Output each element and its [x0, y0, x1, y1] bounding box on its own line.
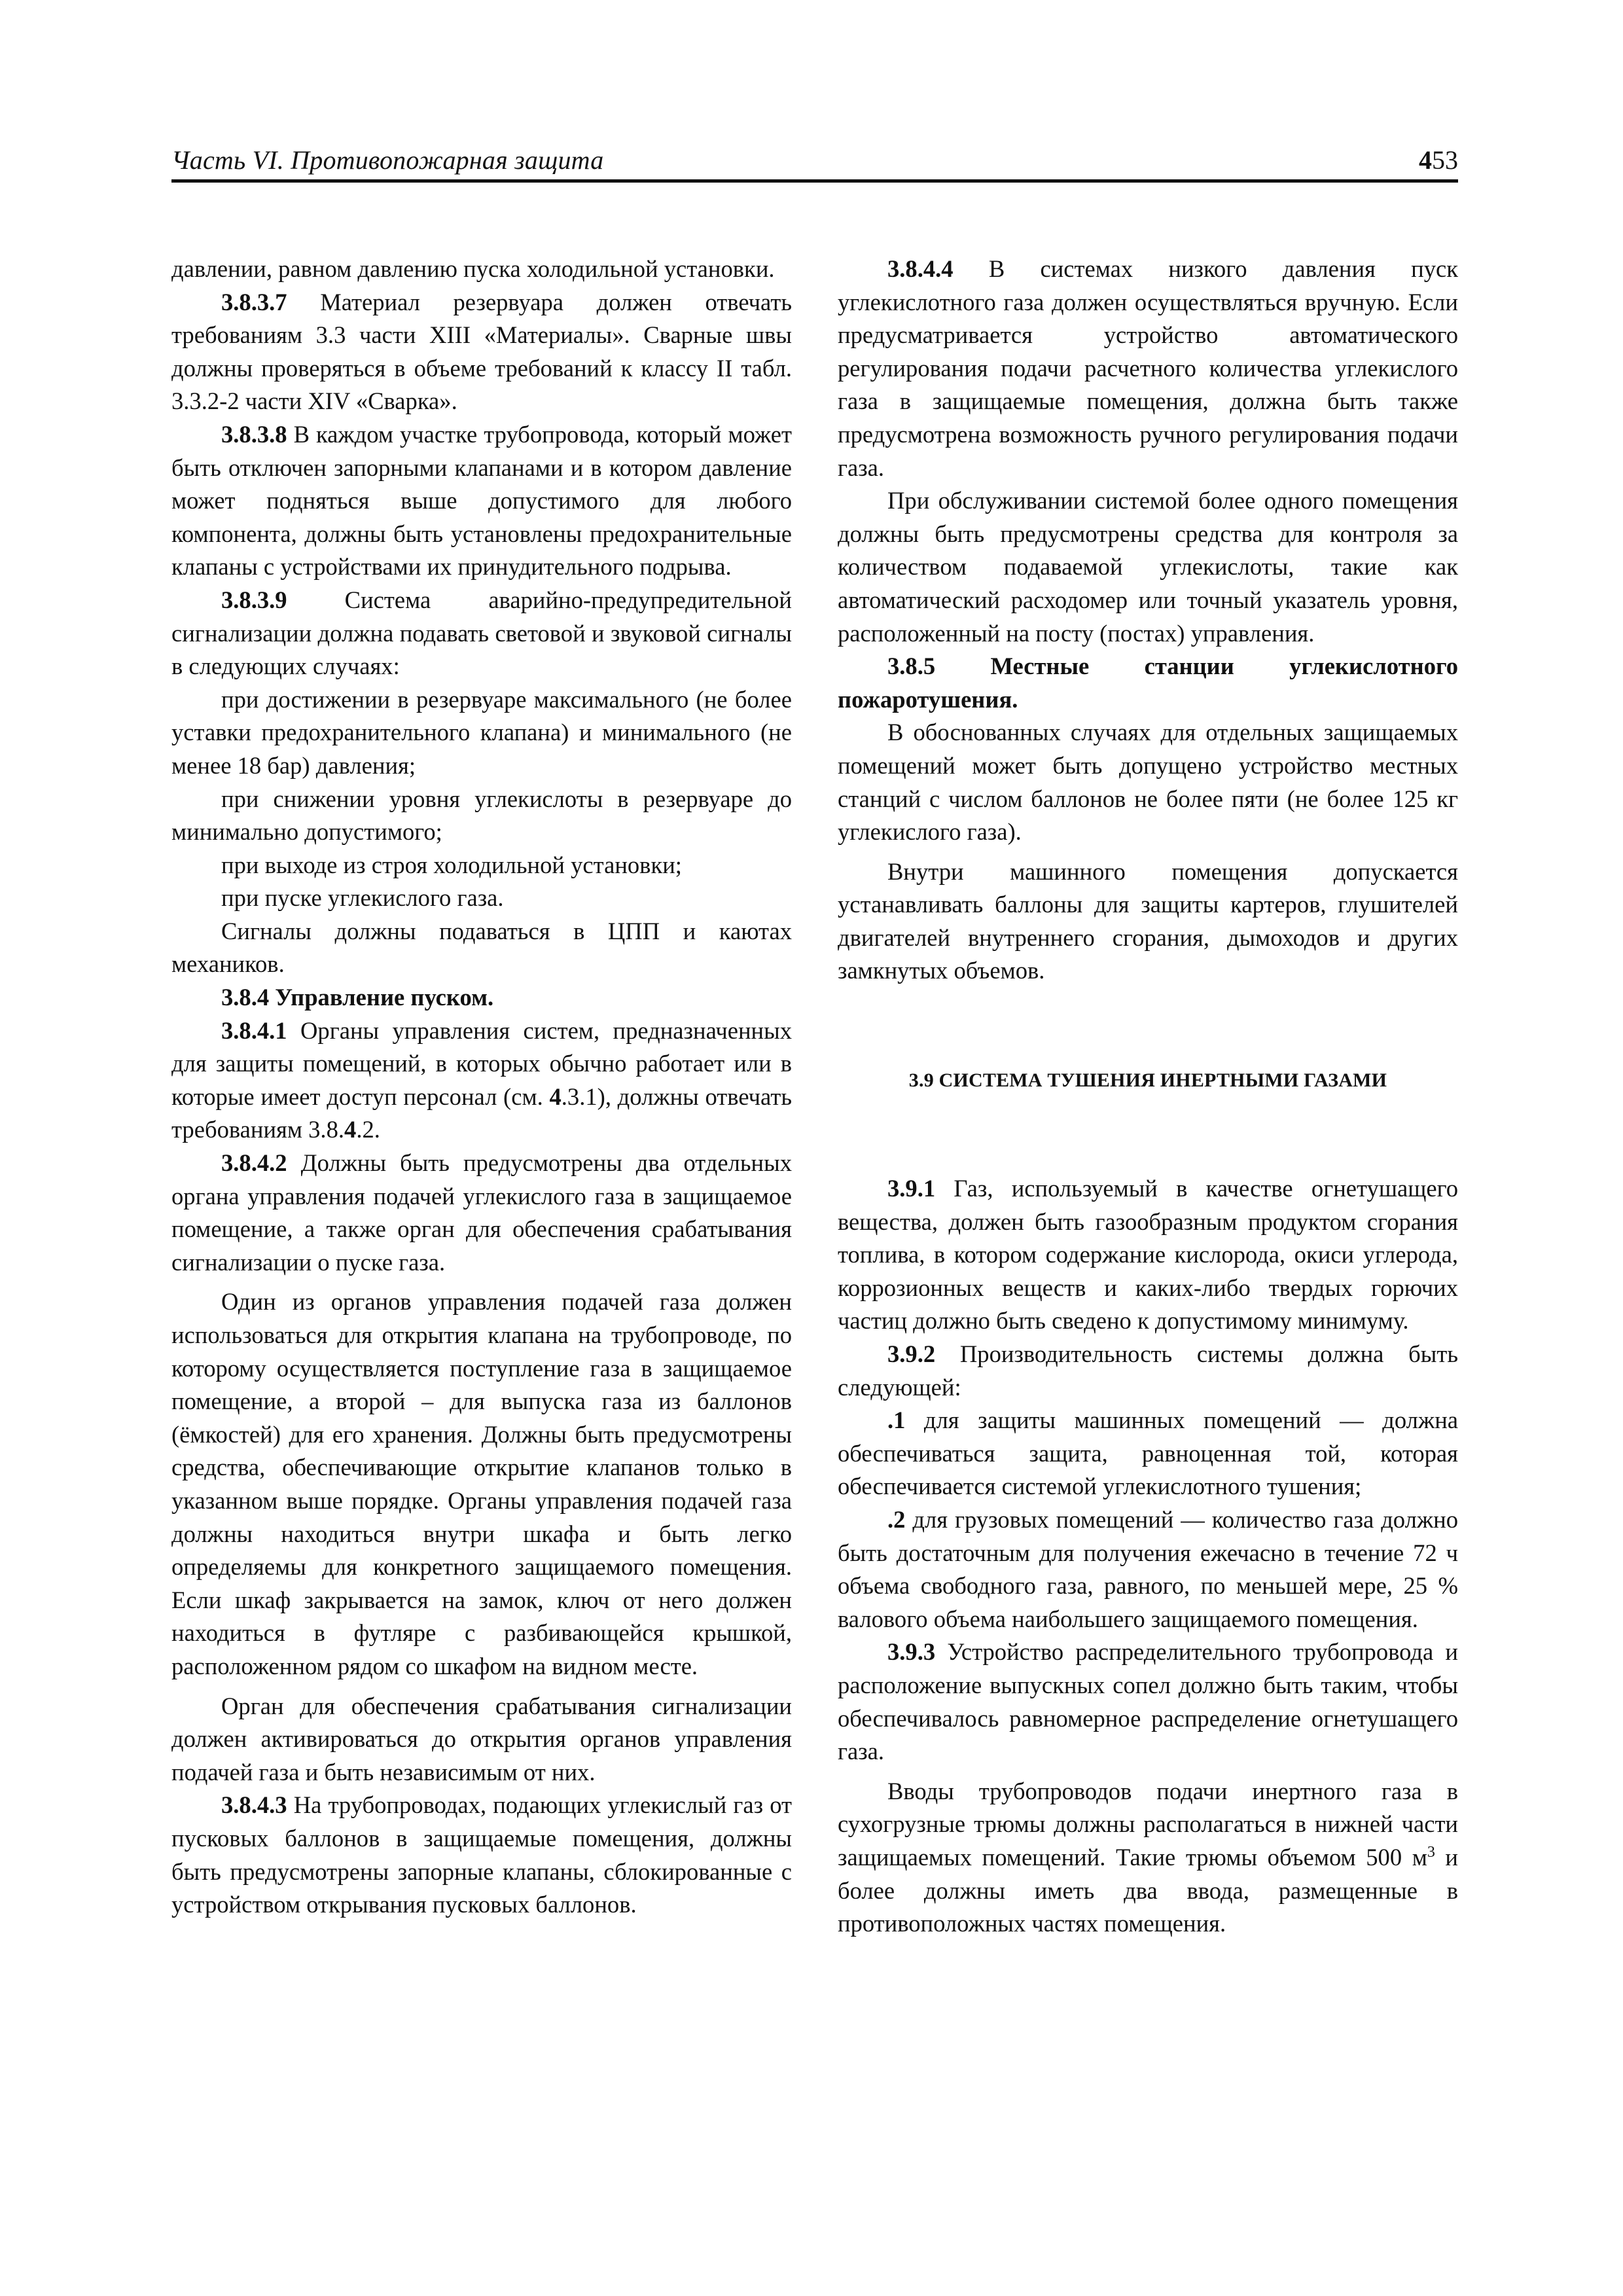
clause-number: 3.8.4.3 — [221, 1791, 287, 1819]
clause-number: 3.9.2 — [887, 1340, 936, 1368]
list-item: .2 для грузовых помещений — количество газа должно быть достаточным для получения ежечасно в течение 72 ч объема свободного газа, равного, по меньшей мере, 25 % валового объема наибольшего защищаемого помещения. — [838, 1506, 1458, 1632]
list-item: при пуске углекислого газа. — [221, 884, 504, 912]
paragraph: Орган для обеспечения срабатывания сигнализации должен активироваться до открытия органов управления подачей газа и быть независимым от них. — [171, 1692, 792, 1785]
paragraph: Один из органов управления подачей газа должен использоваться для открытия клапана на трубопроводе, по которому осуществляется поступление газа в защищаемое помещение, а второй – для выпуска газа из баллонов (ёмкостей) для его хранения. Должны быть предусмотрены средства, обеспечивающие открытие клапанов только в указанном выше порядке. Органы управления подачей газа должны находиться внутри шкафа и быть легко определяемы для конкретного защищаемого помещения. Если шкаф закрывается на замок, ключ от него должен находиться в футляре с разбивающейся крышкой, расположенном рядом со шкафом на видном месте. — [171, 1288, 792, 1679]
paragraph: 3.9.2 Производительность системы должна быть следующей: — [838, 1340, 1458, 1401]
right-column — [838, 253, 1458, 1941]
superscript: 3 — [1427, 1843, 1435, 1861]
list-item: при выходе из строя холодильной установки; — [221, 851, 682, 878]
item-number: .2 — [887, 1506, 906, 1533]
subsection-heading: 3.8.4 Управление пуском. — [221, 984, 494, 1011]
paragraph: давлении, равном давлению пуска холодильной установки. — [171, 255, 775, 282]
clause-number: 3.9.1 — [887, 1175, 936, 1202]
paragraph: 3.8.4.4 В системах низкого давления пуск углекислотного газа должен осуществляться вручную. Если предусматривается устройство автоматического регулирования подачи расчетного количества углекислого газа в защищаемые помещения, должна быть также предусмотрена возможность ручного регулирования подачи газа. — [838, 255, 1458, 481]
list-item: при достижении в резервуаре максимального (не более уставки предохранительного клапана) и минимального (не менее 18 бар) давления; — [171, 685, 792, 779]
header-title: Часть VI. Противопожарная защита — [171, 145, 604, 175]
paragraph: 3.8.4.3 На трубопроводах, подающих углекислый газ от пусковых баллонов в защищаемые помещения, должны быть предусмотрены запорные клапаны, сблокированные с устройством открывания пусковых баллонов. — [171, 1791, 792, 1918]
list-item: при снижении уровня углекислоты в резервуаре до минимально допустимого; — [171, 785, 792, 846]
clause-number: 3.8.3.9 — [221, 586, 287, 613]
paragraph: 3.9.1 Газ, используемый в качестве огнетушащего вещества, должен быть газообразным продуктом сгорания топлива, в котором содержание кислорода, окиси углерода, коррозионных веществ и каких-либо твердых горючих частиц должно быть сведено к допустимому минимуму. — [838, 1175, 1458, 1335]
page-number-rest: 53 — [1432, 145, 1458, 175]
clause-number: 3.8.3.7 — [221, 288, 287, 315]
page-number-bold: 4 — [1419, 145, 1432, 175]
paragraph: 3.8.3.7 Материал резервуара должен отвечать требованиям 3.3 части XIII «Материалы». Сварные швы должны проверяться в объеме требований к классу II табл. 3.3.2-2 части XIV «Сварка». — [171, 288, 792, 415]
paragraph: Вводы трубопроводов подачи инертного газа в сухогрузные трюмы должны располагаться в нижней части защищаемых помещений. Такие трюмы объемом 500 $м^3$ и более должны иметь два ввода, размещенные в противоположных частях помещения. — [838, 1777, 1458, 1937]
paragraph: 3.8.4.2 Должны быть предусмотрены два отдельных органа управления подачей углекислого газа в защищаемое помещение, а также орган для обеспечения срабатывания сигнализации о пуске газа. — [171, 1149, 792, 1276]
clause-number: 3.9.3 — [887, 1638, 936, 1666]
subsection-heading: 3.8.5 Местные станции углекислотного пожаротушения. — [838, 653, 1458, 713]
clause-number: 3.8.3.8 — [221, 420, 287, 448]
paragraph: 3.8.4.1 Органы управления систем, предназначенных для защиты помещений, в которых обычно работает или в которые имеет доступ персонал (см. 4.3.1), должны отвечать требованиям 3.8.4.2. — [171, 1016, 792, 1143]
section-heading: 3.9 СИСТЕМА ТУШЕНИЯ ИНЕРТНЫМИ ГАЗАМИ — [908, 1069, 1387, 1092]
paragraph: 3.8.3.8 В каждом участке трубопровода, который может быть отключен запорными клапанами и в котором давление может подняться выше допустимого для любого компонента, должны быть установлены предохранительные клапаны с устройствами их принудительного подрыва. — [171, 420, 792, 581]
clause-number: 3.8.4.2 — [221, 1149, 287, 1177]
paragraph: Сигналы должны подаваться в ЦПП и каютах механиков. — [171, 917, 792, 978]
page-number — [1419, 145, 1458, 175]
item-number: .1 — [887, 1407, 906, 1434]
paragraph: В обоснованных случаях для отдельных защищаемых помещений может быть допущено устройство местных станций с числом баллонов не более пяти (не более 125 кг углекислого газа). — [838, 719, 1458, 846]
paragraph: При обслуживании системой более одного помещения должны быть предусмотрены средства для контроля за количеством подаваемой углекислоты, такие как автоматический расходомер или точный указатель уровня, расположенный на посту (постах) управления. — [838, 487, 1458, 647]
left-column — [171, 253, 792, 1922]
clause-number: 3.8.4.1 — [221, 1016, 287, 1044]
clause-number: 3.8.4.4 — [887, 255, 954, 282]
paragraph: 3.8.3.9 Система аварийно-предупредительной сигнализации должна подавать световой и звуковой сигналы в следующих случаях: — [171, 586, 792, 680]
list-item: .1 для защиты машинных помещений — должна обеспечиваться защита, равноценная той, которая обеспечивается системой углекислотного тушения; — [838, 1407, 1458, 1500]
running-header — [171, 139, 1458, 183]
paragraph: 3.9.3 Устройство распределительного трубопровода и расположение выпускных сопел должно быть таким, чтобы обеспечивалось равномерное распределение огнетушащего газа. — [838, 1638, 1458, 1765]
paragraph: Внутри машинного помещения допускается устанавливать баллоны для защиты картеров, глушителей двигателей внутреннего сгорания, дымоходов и других замкнутых объемов. — [838, 857, 1458, 984]
